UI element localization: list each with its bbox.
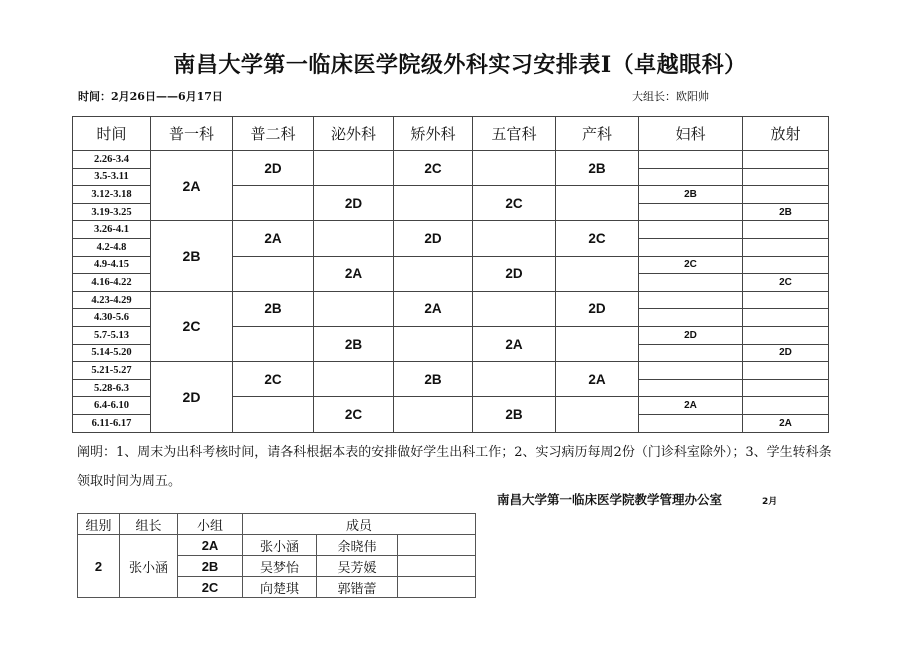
period-text: 时间：2月26日——6月17日 [78,90,223,103]
month-text: 2月 [762,497,778,507]
assignment-cell: 2C [314,397,394,432]
gynecology-cell [639,221,743,239]
assignment-cell: 2C [556,221,639,256]
radiology-cell [743,151,829,169]
member-name: 向楚琪 [243,577,317,598]
member-name [398,556,476,577]
gynecology-cell: 2A [639,397,743,415]
schedule-row [73,291,829,309]
group-cell: 2A [151,151,233,221]
radiology-cell [743,168,829,186]
group-number: 2 [78,535,120,598]
assignment-cell [233,397,314,432]
date-cell: 4.9-4.15 [73,256,151,274]
date-cell: 4.16-4.22 [73,274,151,292]
assignment-cell: 2B [473,397,556,432]
group-leader: 张小涵 [120,535,178,598]
assignment-cell: 2B [556,151,639,186]
assignment-cell [473,221,556,256]
member-name: 郭锴蕾 [317,577,398,598]
assignment-cell [314,291,394,326]
radiology-cell: 2C [743,274,829,292]
document-title: 南昌大学第一临床医学院级外科实习安排表Ⅰ（卓越眼科） [173,52,747,78]
column-header: 普一科 [151,117,233,151]
assignment-cell [314,151,394,186]
assignment-cell: 2B [233,291,314,326]
member-name: 张小涵 [243,535,317,556]
assignment-cell [473,151,556,186]
date-cell: 3.26-4.1 [73,221,151,239]
date-cell: 3.19-3.25 [73,203,151,221]
gynecology-cell: 2B [639,186,743,204]
column-header: 放射 [743,117,829,151]
assignment-cell: 2A [314,256,394,291]
gynecology-cell [639,309,743,327]
date-cell: 4.2-4.8 [73,238,151,256]
column-header: 普二科 [233,117,314,151]
assignment-cell: 2A [556,362,639,397]
date-cell: 6.11-6.17 [73,414,151,432]
gynecology-cell [639,203,743,221]
gynecology-cell [639,151,743,169]
date-cell: 5.7-5.13 [73,326,151,344]
assignment-cell [233,256,314,291]
group-table [77,513,476,598]
date-cell: 5.14-5.20 [73,344,151,362]
schedule-row [73,362,829,380]
gynecology-cell: 2C [639,256,743,274]
assignment-cell [473,291,556,326]
subgroup-name: 2A [178,535,243,556]
assignment-cell [556,256,639,291]
radiology-cell [743,379,829,397]
column-header: 妇科 [639,117,743,151]
subgroup-name: 2C [178,577,243,598]
radiology-cell [743,256,829,274]
assignment-cell [556,397,639,432]
assignment-cell: 2C [394,151,473,186]
member-name [398,577,476,598]
assignment-cell [394,186,473,221]
assignment-cell: 2D [233,151,314,186]
date-cell: 3.5-3.11 [73,168,151,186]
schedule-header-row [73,117,829,151]
radiology-cell [743,362,829,380]
group-column-header: 成员 [243,514,476,535]
assignment-cell [556,186,639,221]
assignment-cell [233,326,314,361]
assignment-cell: 2D [314,186,394,221]
group-column-header: 小组 [178,514,243,535]
radiology-cell [743,238,829,256]
gynecology-cell [639,168,743,186]
assignment-cell: 2A [473,326,556,361]
radiology-cell [743,397,829,415]
column-header: 产科 [556,117,639,151]
assignment-cell: 2C [473,186,556,221]
date-cell: 3.12-3.18 [73,186,151,204]
gynecology-cell [639,379,743,397]
subgroup-name: 2B [178,556,243,577]
radiology-cell [743,221,829,239]
assignment-cell: 2A [233,221,314,256]
gynecology-cell: 2D [639,326,743,344]
member-name: 余晓伟 [317,535,398,556]
gynecology-cell [639,344,743,362]
schedule-row [73,151,829,169]
group-column-header: 组长 [120,514,178,535]
assignment-cell [473,362,556,397]
gynecology-cell [639,291,743,309]
assignment-cell [314,362,394,397]
gynecology-cell [639,414,743,432]
radiology-cell: 2A [743,414,829,432]
schedule-table [72,116,829,433]
date-cell: 2.26-3.4 [73,151,151,169]
radiology-cell: 2D [743,344,829,362]
group-column-header: 组别 [78,514,120,535]
assignment-cell [556,326,639,361]
assignment-cell [394,256,473,291]
date-cell: 4.30-5.6 [73,309,151,327]
column-header: 五官科 [473,117,556,151]
gynecology-cell [639,238,743,256]
member-name [398,535,476,556]
assignment-cell: 2B [314,326,394,361]
column-header: 时间 [73,117,151,151]
group-cell: 2B [151,221,233,291]
radiology-cell [743,309,829,327]
schedule-row [73,221,829,239]
radiology-cell [743,186,829,204]
group-cell: 2D [151,362,233,432]
assignment-cell: 2D [473,256,556,291]
subgroup-row [78,535,476,556]
assignment-cell [314,221,394,256]
assignment-cell: 2C [233,362,314,397]
gynecology-cell [639,274,743,292]
column-header: 矫外科 [394,117,473,151]
date-cell: 5.21-5.27 [73,362,151,380]
date-cell: 6.4-6.10 [73,397,151,415]
radiology-cell [743,291,829,309]
radiology-cell: 2B [743,203,829,221]
note-text: 阐明：1、周末为出科考核时间，请各科根据本表的安排做好学生出科工作；2、实习病历每周2份（门诊科室除外）；3、学生转科条领取时间为周五。 [77,445,832,489]
date-cell: 4.23-4.29 [73,291,151,309]
assignment-cell: 2B [394,362,473,397]
radiology-cell [743,326,829,344]
assignment-cell: 2A [394,291,473,326]
date-cell: 5.28-6.3 [73,379,151,397]
group-cell: 2C [151,291,233,361]
assignment-cell [394,397,473,432]
member-name: 吴芳媛 [317,556,398,577]
group-header-row [78,514,476,535]
member-name: 吴梦怡 [243,556,317,577]
assignment-cell [233,186,314,221]
column-header: 泌外科 [314,117,394,151]
office-signature: 南昌大学第一临床医学院教学管理办公室 [497,492,723,507]
gynecology-cell [639,362,743,380]
assignment-cell: 2D [556,291,639,326]
assignment-cell: 2D [394,221,473,256]
leader-text: 大组长：欧阳帅 [632,90,709,103]
assignment-cell [394,326,473,361]
